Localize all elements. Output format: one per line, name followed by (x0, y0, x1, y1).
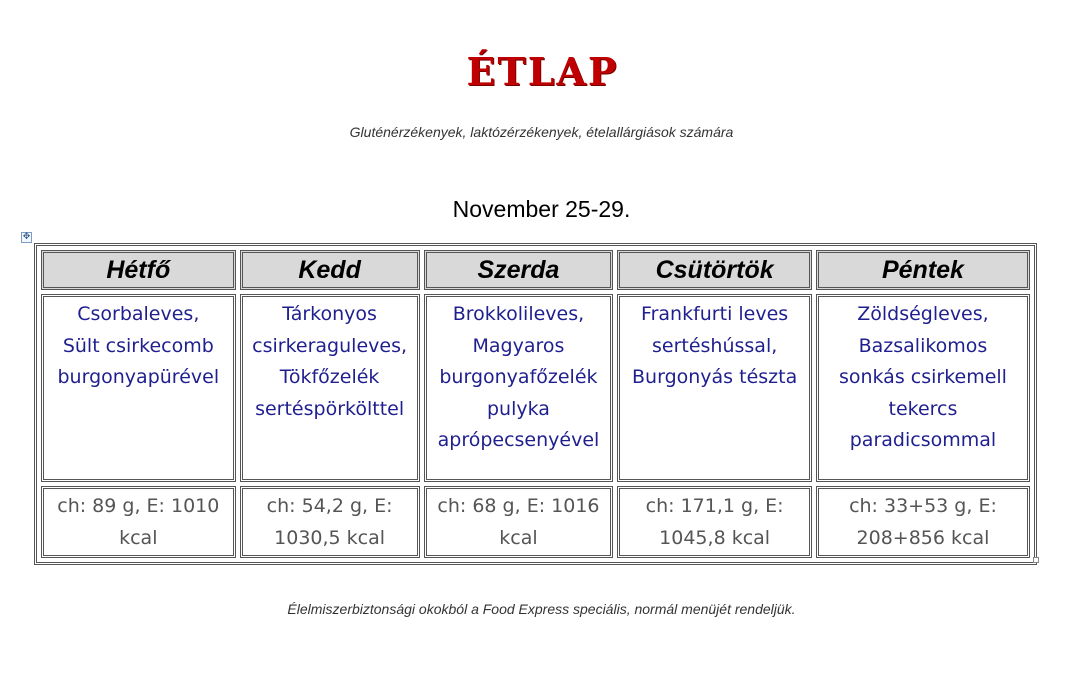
nutrition-line: ch: 171,1 g, E: (645, 495, 784, 517)
nutrition-line: kcal (499, 526, 538, 549)
dish-line: Tökfőzelék (279, 366, 380, 388)
dish-line: Brokkolileves, (452, 303, 585, 325)
dish-line: tekercs (888, 397, 958, 420)
dish-cell-monday (41, 294, 236, 482)
day-header-wednesday: Szerda (424, 250, 614, 290)
footer-note: Élelmiszerbiztonsági okokból a Food Express speciális, normál menüjét rendeljük. (287, 601, 796, 617)
dish-line: Magyaros (472, 334, 565, 357)
nutrition-row (41, 486, 1030, 558)
nutrition-line: ch: 33+53 g, E: (849, 495, 997, 517)
nutrition-line: ch: 89 g, E: 1010 (57, 495, 220, 517)
dish-line: pulyka (486, 397, 550, 420)
dish-line: Csorbaleves, (77, 303, 200, 325)
table-move-handle-icon[interactable]: ✥ (22, 232, 31, 242)
dish-line: Burgonyás tészta (632, 366, 798, 388)
nutrition-cell-wednesday (424, 486, 614, 558)
dish-line: csirkeraguleves, (252, 334, 408, 357)
day-header-thursday: Csütörtök (617, 250, 812, 290)
dish-line: sertéspörkölttel (255, 397, 405, 420)
dish-line: Zöldségleves, (857, 303, 989, 325)
dish-line: Bazsalikomos (858, 334, 988, 357)
nutrition-line: 1030,5 kcal (274, 526, 386, 549)
dish-line: Tárkonyos (282, 303, 377, 325)
dish-row (41, 294, 1030, 482)
dish-cell-tuesday (240, 294, 420, 482)
table-resize-handle-icon[interactable] (1033, 557, 1039, 563)
nutrition-line: kcal (119, 526, 158, 549)
nutrition-line: ch: 54,2 g, E: (266, 495, 393, 517)
dish-line: sonkás csirkemell (838, 366, 1007, 388)
nutrition-cell-thursday (617, 486, 812, 558)
dish-cell-thursday (617, 294, 812, 482)
dish-cell-wednesday (424, 294, 614, 482)
nutrition-line: ch: 68 g, E: 1016 (437, 495, 600, 517)
day-header-row (41, 250, 1030, 290)
page-title: ÉTLAP (466, 49, 619, 94)
nutrition-cell-tuesday (240, 486, 420, 558)
menu-table (34, 243, 1037, 565)
dish-line: sertéshússal, (651, 334, 778, 357)
nutrition-line: 1045,8 kcal (659, 526, 771, 549)
dish-cell-friday (816, 294, 1030, 482)
day-header-tuesday: Kedd (240, 250, 420, 290)
dish-line: burgonyafőzelék (439, 366, 598, 388)
nutrition-cell-monday (41, 486, 236, 558)
dish-line: paradicsommal (849, 429, 997, 451)
dish-line: burgonyapürével (57, 366, 220, 388)
page-subtitle: Gluténérzékenyek, laktózérzékenyek, ételallárgiások számára (349, 124, 734, 140)
day-header-monday: Hétfő (41, 250, 236, 290)
dish-line: aprópecsenyével (437, 429, 600, 451)
dish-line: Frankfurti leves (641, 303, 789, 325)
nutrition-cell-friday (816, 486, 1030, 558)
week-date: November 25-29. (452, 196, 631, 222)
day-header-friday: Péntek (816, 250, 1030, 290)
nutrition-line: 208+856 kcal (856, 526, 990, 549)
dish-line: Sült csirkecomb (62, 334, 214, 357)
